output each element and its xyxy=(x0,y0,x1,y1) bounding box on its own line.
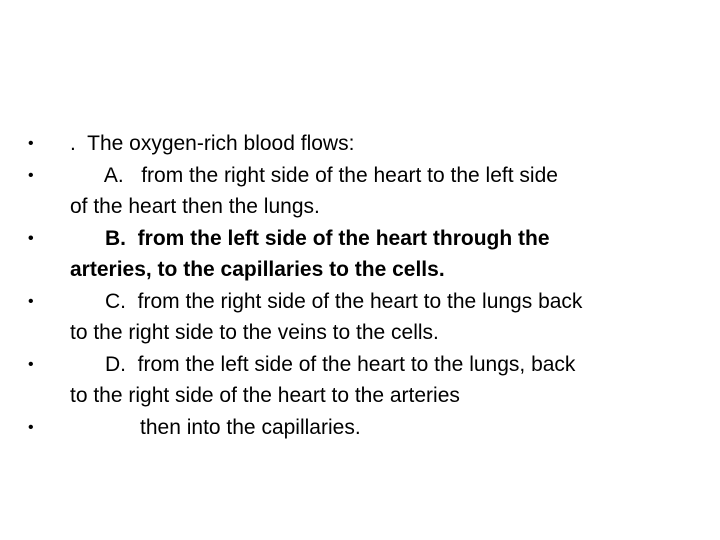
bullet-text: C. from the right side of the heart to the lungs back xyxy=(70,289,583,313)
bullet-item-option-b xyxy=(28,223,688,286)
bullet-text: arteries, to the capillaries to the cells. xyxy=(70,258,445,281)
bullet-item-option-d xyxy=(28,349,688,412)
bullet-item-option-c xyxy=(28,286,688,349)
bullet-text: A. from the right side of the heart to the left side xyxy=(70,163,558,187)
bullet-text: B. from the left side of the heart through the xyxy=(70,226,550,250)
bullet-icon: • xyxy=(28,135,34,152)
bullet-text: of the heart then the lungs. xyxy=(70,195,320,218)
bullet-icon: • xyxy=(28,166,34,184)
bullet-text: . The oxygen-rich blood flows: xyxy=(70,132,355,155)
bullet-item-option-a xyxy=(28,160,688,223)
bullet-item-intro xyxy=(28,128,688,160)
bullet-text: then into the capillaries. xyxy=(70,415,361,439)
bullet-text: to the right side of the heart to the arteries xyxy=(70,384,460,407)
bullet-icon: • xyxy=(28,292,34,310)
bullet-icon: • xyxy=(28,229,34,247)
bullet-text: D. from the left side of the heart to the lungs, back xyxy=(70,352,576,376)
bullet-text: to the right side to the veins to the cells. xyxy=(70,321,439,344)
bullet-item-option-d-continued xyxy=(28,412,688,444)
bullet-icon: • xyxy=(28,418,34,436)
bullet-list xyxy=(28,128,688,443)
bullet-icon: • xyxy=(28,355,34,373)
